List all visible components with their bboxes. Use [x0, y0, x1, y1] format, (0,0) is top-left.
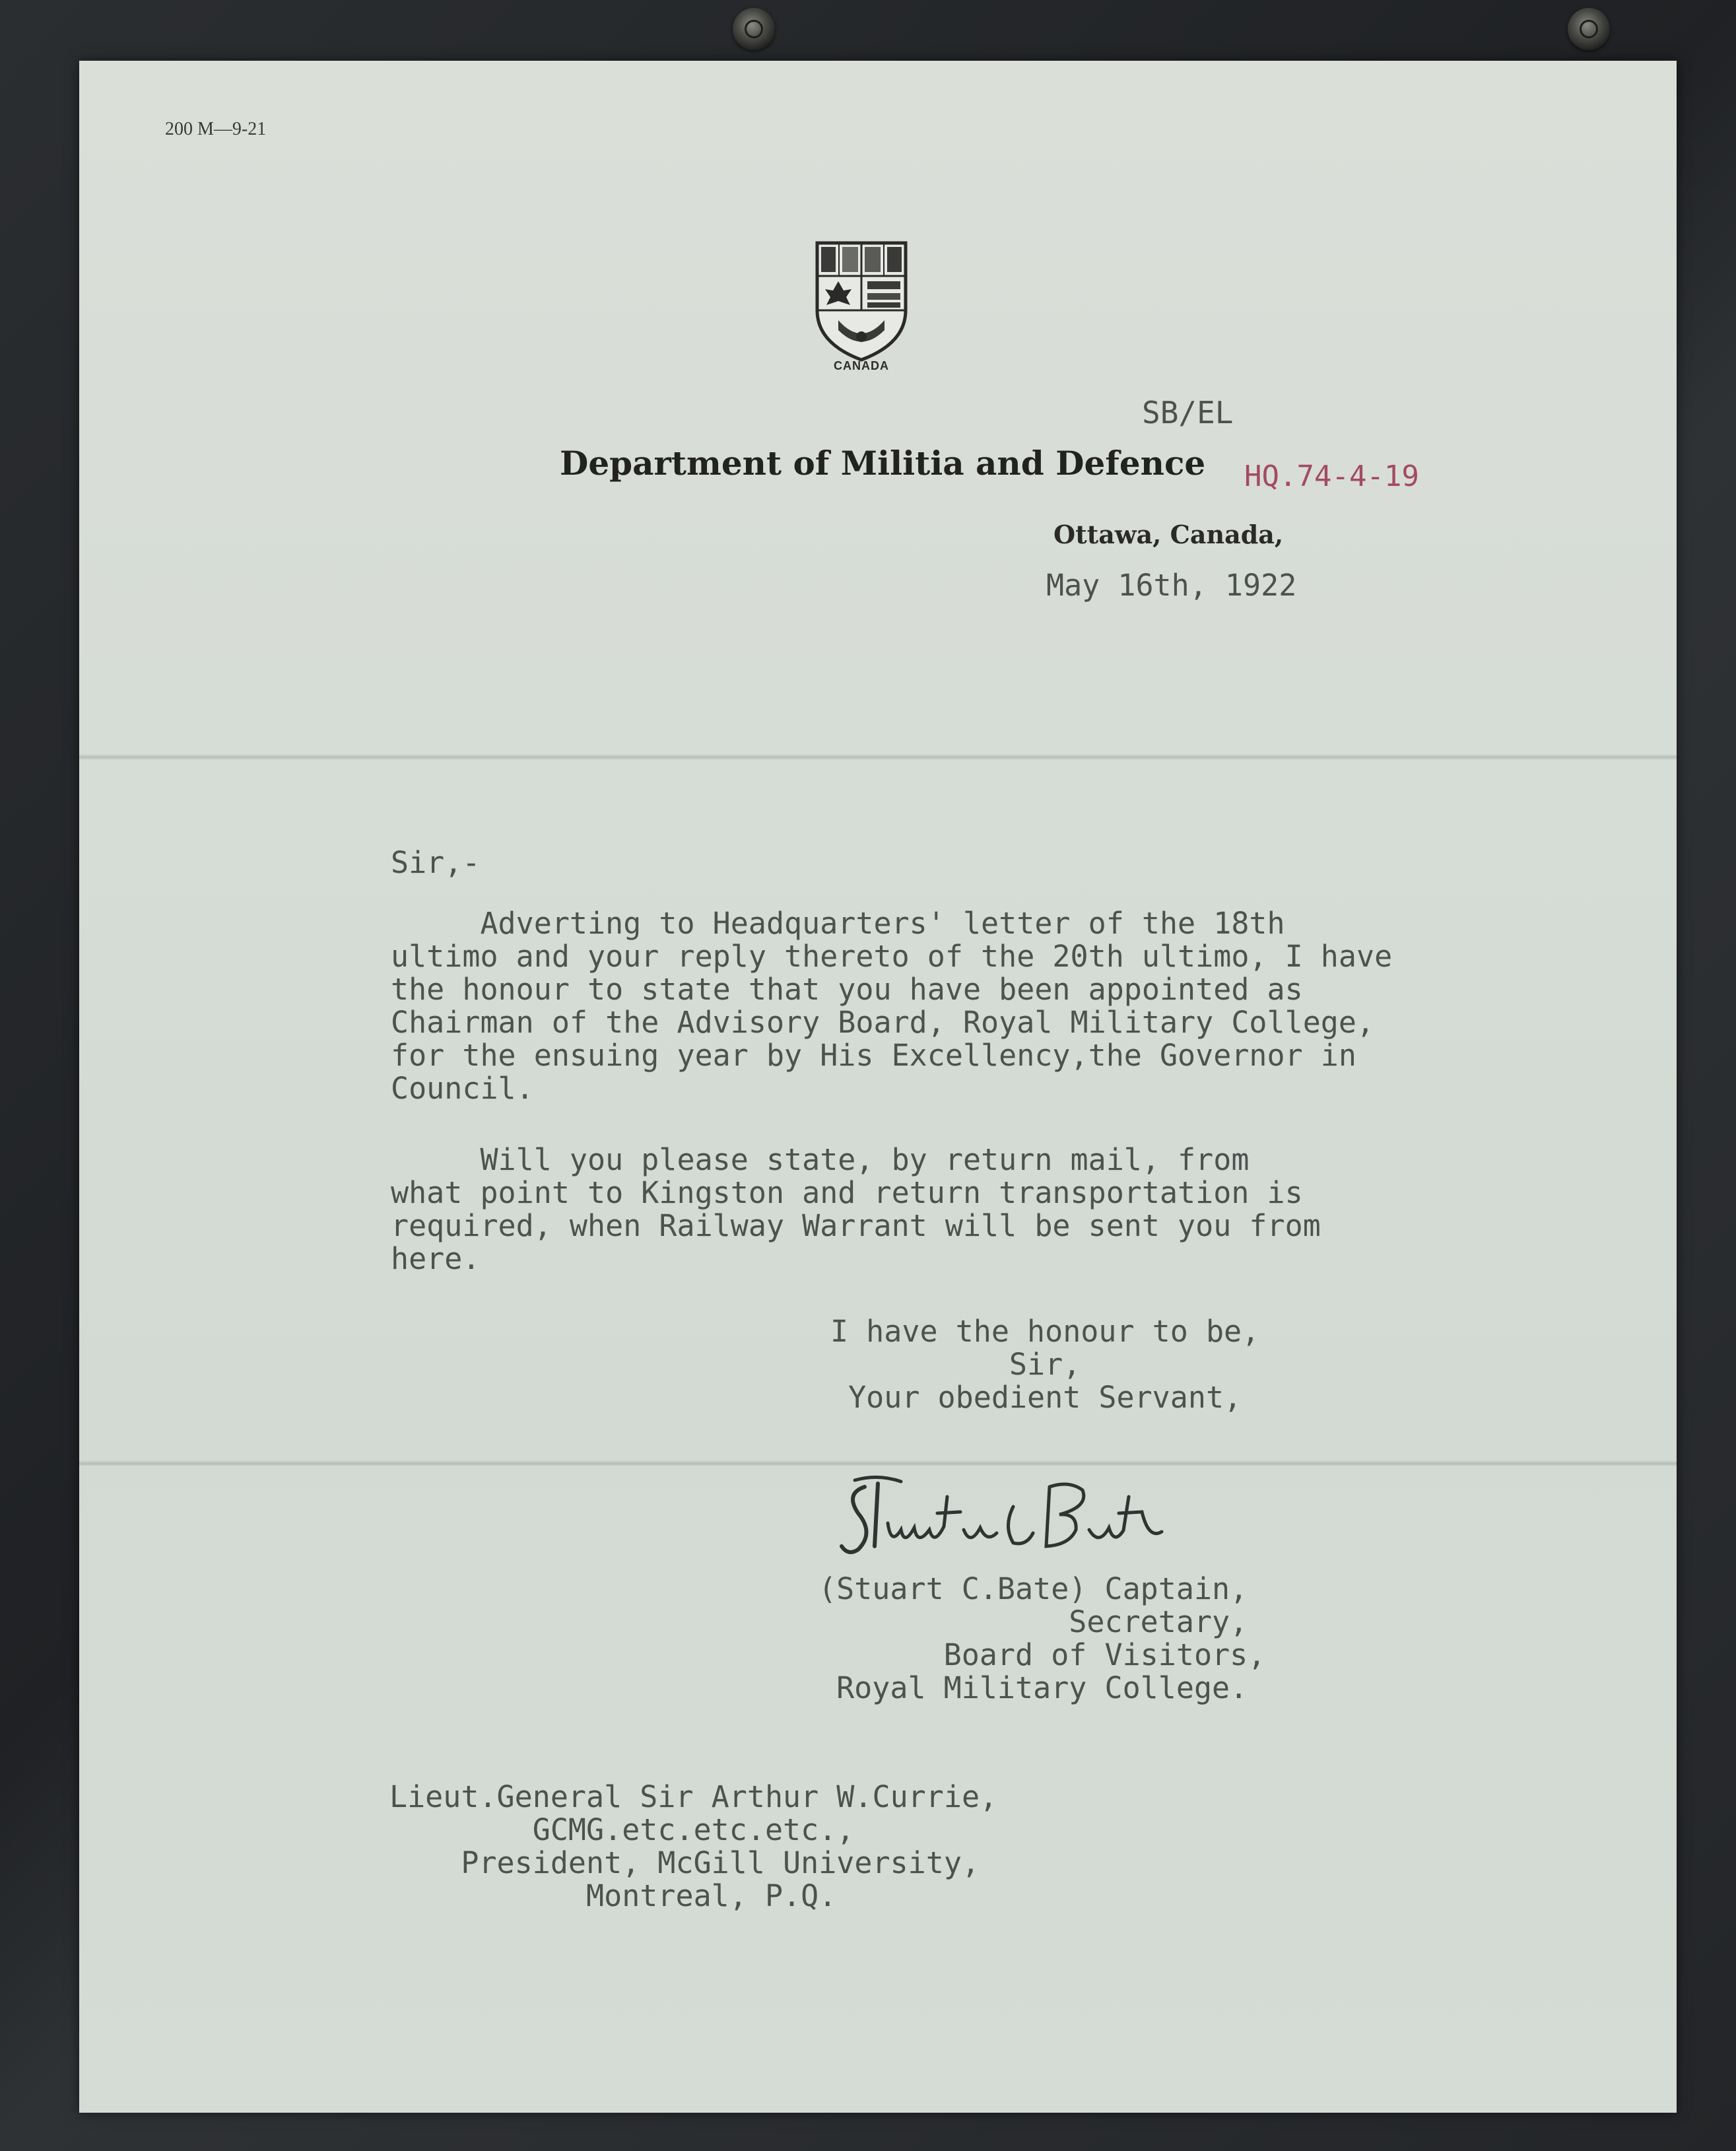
form-number: 200 M—9-21 — [165, 119, 267, 139]
recipient-line: President, McGill University, — [389, 1845, 980, 1880]
body-paragraph-1-line: the honour to state that you have been appointed as — [391, 972, 1303, 1007]
closing-line: Your obedient Servant, — [830, 1380, 1242, 1415]
coat-of-arms-icon — [812, 238, 911, 363]
body-paragraph-2-line: Will you please state, by return mail, from — [391, 1142, 1250, 1177]
body-paragraph-2-line: required, when Railway Warrant will be sent you from — [391, 1208, 1321, 1243]
signature-block-line: Secretary, — [818, 1604, 1248, 1639]
closing-line: I have the honour to be, — [830, 1314, 1260, 1349]
letter-page — [79, 61, 1677, 2113]
file-number-stamp: HQ.74-4-19 — [1244, 460, 1419, 493]
body-paragraph-1-line: Chairman of the Advisory Board, Royal Military College, — [391, 1005, 1375, 1040]
body-paragraph-2-line: what point to Kingston and return transportation is — [391, 1175, 1303, 1210]
salutation: Sir,- — [391, 845, 481, 880]
reference-initials: SB/EL — [1142, 395, 1234, 430]
body-paragraph-1-line: Council. — [391, 1071, 534, 1106]
letterhead-place: Ottawa, Canada, — [1053, 520, 1284, 549]
pushpin-icon — [733, 8, 775, 50]
body-paragraph-1-line: Adverting to Headquarters' letter of the 18th — [391, 906, 1285, 941]
signature-block-line: (Stuart C.Bate) Captain, — [818, 1571, 1248, 1606]
body-paragraph-1-line: ultimo and your reply thereto of the 20th ultimo, I have — [391, 939, 1393, 974]
body-paragraph-1-line: for the ensuing year by His Excellency,the Governor in — [391, 1038, 1356, 1073]
letter-date: May 16th, 1922 — [1046, 568, 1297, 603]
signature-block-line: Board of Visitors, — [818, 1637, 1266, 1672]
closing-line: Sir, — [830, 1347, 1081, 1382]
fold-line — [79, 754, 1677, 761]
handwritten-signature — [838, 1467, 1208, 1559]
crest-caption: CANADA — [834, 359, 889, 372]
signature-block-line: Royal Military College. — [818, 1670, 1248, 1705]
pushpin-icon — [1568, 8, 1610, 50]
letterhead-title: Department of Militia and Defence — [560, 444, 1206, 483]
recipient-line: Montreal, P.Q. — [389, 1878, 837, 1913]
body-paragraph-2-line: here. — [391, 1241, 481, 1276]
recipient-line: GCMG.etc.etc.etc., — [389, 1812, 855, 1847]
fold-line — [79, 1460, 1677, 1467]
recipient-line: Lieut.General Sir Arthur W.Currie, — [389, 1779, 998, 1814]
